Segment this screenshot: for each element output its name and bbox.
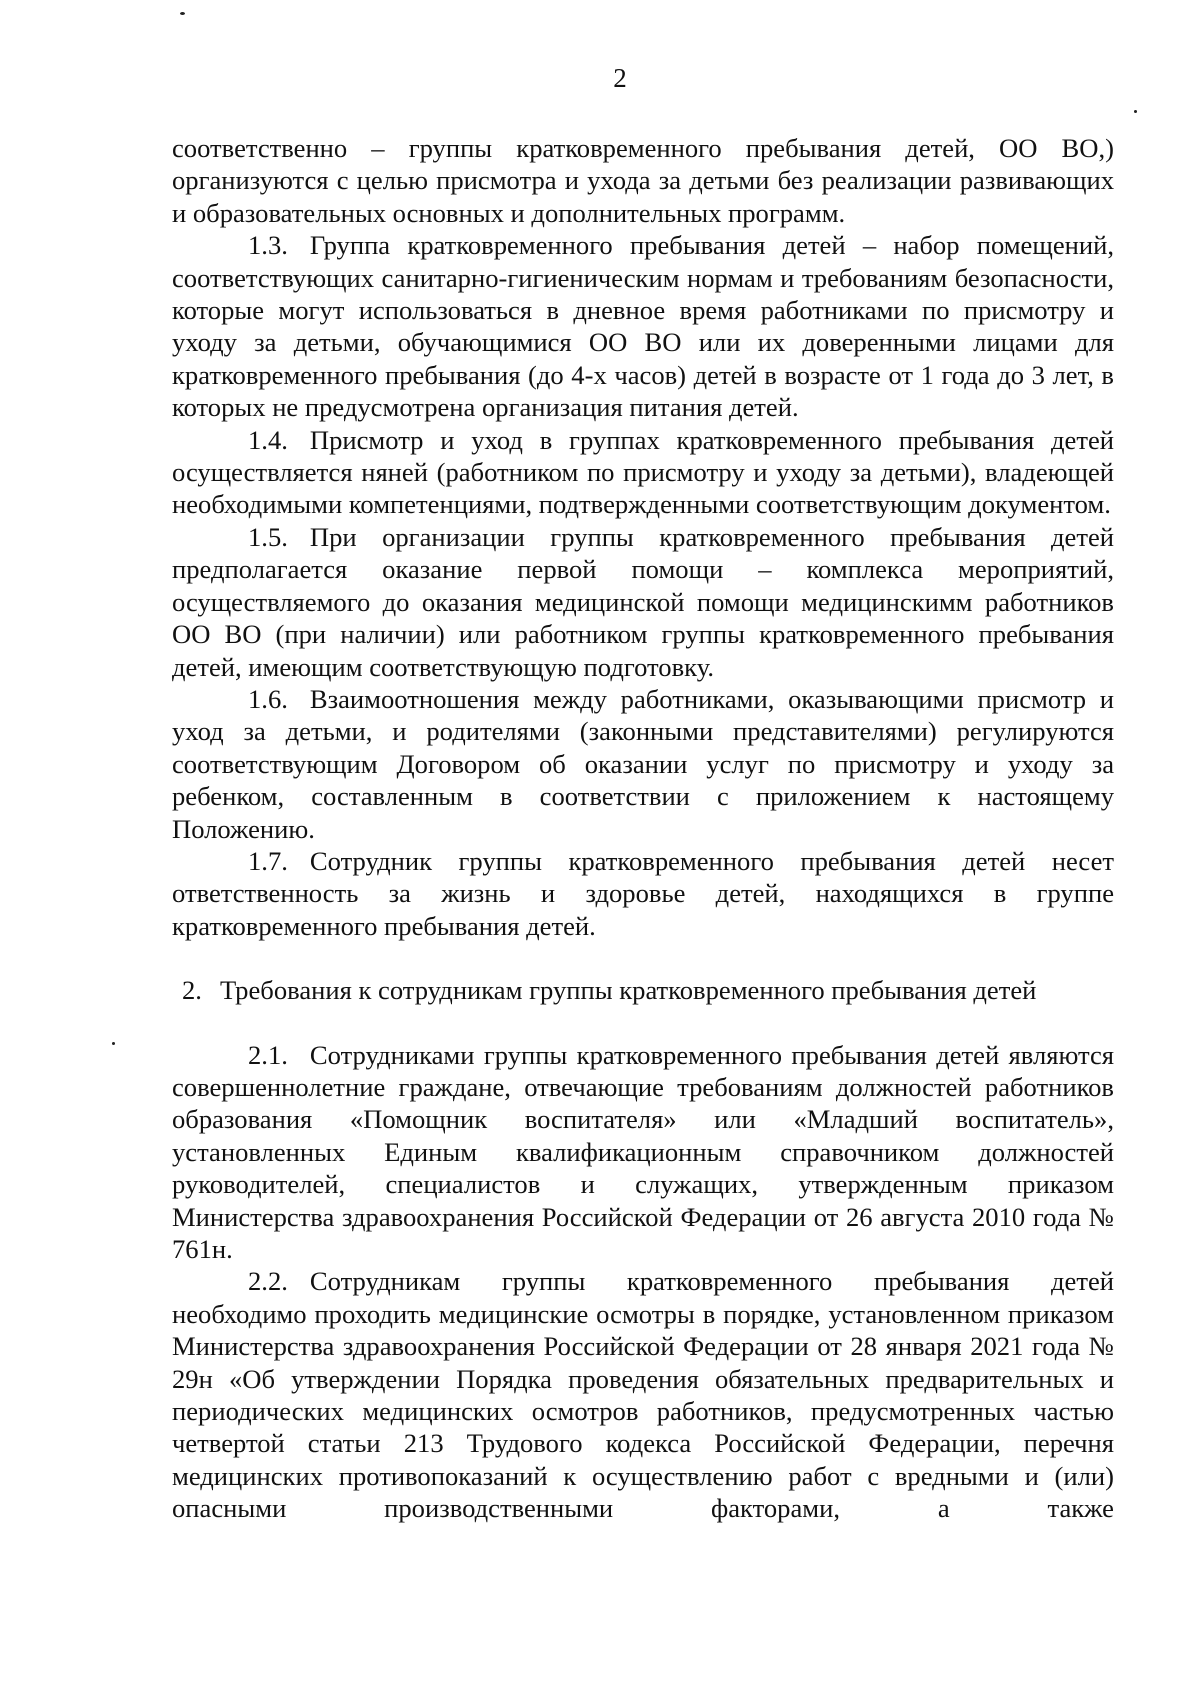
section-title: Требования к сотрудникам группы кратковременного пребывания детей xyxy=(219,975,1037,1006)
paragraph-text: Сотрудниками группы кратковременного пребывания детей являются совершеннолетние граждане, отвечающие требованиям должностей работников образования «Помощник воспитателя» или «Младший воспитатель», установленных Единым квалификационным справочником должностей руководителей, специалистов и служащих, утвержденным приказом Министерства здравоохранения Российской Федерации от 26 августа 2010 года № 761н. xyxy=(172,1039,1114,1264)
paragraph-text: Присмотр и уход в группах кратковременного пребывания детей осуществляется няней (работником по присмотру и уходу за детьми), владеющей необходимыми компетенциями, подтвержденными соответствующим документом. xyxy=(172,424,1114,520)
paragraph-2-1 xyxy=(172,1039,1114,1266)
paragraph-1-5 xyxy=(172,521,1114,683)
section-number: 2. xyxy=(182,975,202,1006)
paragraph-text: Группа кратковременного пребывания детей – набор помещений, соответствующих санитарно-гигиеническим нормам и требованиям безопасности, которые могут использоваться в дневное время работниками по присмотру и уходу за детьми, обучающимися ОО ВО или их доверенными лицами для кратковременного пребывания (до 4-х часов) детей в возрасте от 1 года до 3 лет, в которых не предусмотрена организация питания детей. xyxy=(172,230,1114,423)
paragraph-number: 2.2. xyxy=(248,1266,288,1297)
scan-speck xyxy=(1134,110,1137,113)
paragraph-text: Сотрудникам группы кратковременного пребывания детей необходимо проходить медицинские осмотры в порядке, установленном приказом Министерства здравоохранения Российской Федерации от 28 января 2021 года № 29н «Об утверждении Порядка проведения обязательных предварительных и периодических медицинских осмотров работников, предусмотренных частью четвертой статьи 213 Трудового кодекса Российской Федерации, перечня медицинских противопоказаний к осуществлению работ с вредными и (или) опасными производственными факторами, а также xyxy=(172,1266,1114,1524)
paragraph-number: 1.4. xyxy=(248,424,288,455)
paragraph-text: Сотрудник группы кратковременного пребывания детей несет ответственность за жизнь и здоровье детей, находящихся в группе кратковременного пребывания детей. xyxy=(172,845,1114,941)
paragraph-text: Взаимоотношения между работниками, оказывающими присмотр и уход за детьми, и родителями (законными представителями) регулируются соответствующим Договором об оказании услуг по присмотру и уходу за ребенком, составленным в соответствии с приложением к настоящему Положению. xyxy=(172,683,1114,844)
paragraph-1-4 xyxy=(172,424,1114,521)
paragraph-number: 1.6. xyxy=(248,683,288,714)
paragraph-number: 1.5. xyxy=(248,521,288,552)
paragraph-text: При организации группы кратковременного пребывания детей предполагается оказание первой помощи – комплекса мероприятий, осуществляемого до оказания медицинской помощи медицинскимм работников ОО ВО (при наличии) или работником группы кратковременного пребывания детей, имеющим соответствующую подготовку. xyxy=(172,521,1114,682)
scan-speck xyxy=(180,12,185,15)
paragraph-number: 2.1. xyxy=(248,1039,288,1070)
paragraph-2-2 xyxy=(172,1265,1114,1524)
document-body xyxy=(172,132,1114,1525)
paragraph-number: 1.3. xyxy=(248,230,288,261)
paragraph-1-7 xyxy=(172,845,1114,942)
page-number: 2 xyxy=(613,63,627,93)
paragraph-1-3 xyxy=(172,229,1114,423)
section-heading-2 xyxy=(172,942,1114,1038)
paragraph-1-6 xyxy=(172,683,1114,845)
paragraph-intro: соответственно – группы кратковременного пребывания детей, ОО ВО,) организуются с целью присмотра и ухода за детьми без реализации развивающих и образовательных основных и дополнительных программ. xyxy=(172,133,1114,228)
paragraph-number: 1.7. xyxy=(248,845,288,876)
scan-speck xyxy=(112,1042,115,1045)
